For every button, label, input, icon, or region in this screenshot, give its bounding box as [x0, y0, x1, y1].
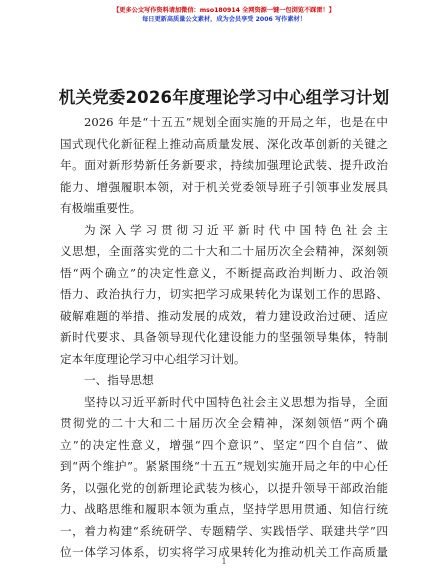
banner-line-2: 每日更新高质量公文素材，成为会员享受 2006 写作素材！ — [142, 16, 306, 23]
paragraph-line: 2026 年是“十五五”规划全面实施的开局之年，也是在中 — [84, 115, 388, 129]
paragraph-line: 一，着力构建“系统研学、专题精学、实践悟学、联建共学”四 — [60, 523, 388, 538]
paragraph-line: 坚持以习近平新时代中国特色社会主义思想为指导，全面 — [84, 394, 388, 409]
paragraph-line: 贯彻党的二十大和二十届历次全会精神，深刻领悟“两个确 — [60, 416, 388, 430]
paragraph-line: 到“两个维护”。紧紧围绕“十五五”规划实施开局之年的中心任 — [60, 459, 388, 473]
paragraph-line: 定本年度理论学习中心组学习计划。 — [60, 351, 246, 366]
section-heading: 一、指导思想 — [84, 373, 154, 387]
document-title: 机关党委2026年度理论学习中心组学习计划 — [58, 88, 390, 107]
paragraph-line: 义思想，全面落实党的二十大和二十届历次全会精神，深刻领 — [60, 244, 388, 258]
banner-line-1: 【更多公文写作资料请加微信：mso180914 全网资源一键一包浏览不踩雷！】 — [113, 7, 335, 14]
paragraph-line: 为深入学习贯彻习近平新时代中国特色社会主 — [84, 222, 388, 237]
paragraph-line: 年。面对新形势新任务新要求，持续加强理论武装、提升政治 — [60, 158, 388, 172]
promo-banner — [0, 6, 448, 24]
paragraph-line: 国式现代化新征程上推动高质量发展、深化改革创新的关键之 — [60, 136, 388, 151]
document-body — [60, 112, 388, 564]
paragraph-line: 力、战略思维和履职本领为重点，坚持学思用贯通、知信行统 — [60, 502, 388, 516]
paragraph-line: 悟“两个确立”的决定性意义，不断提高政治判断力、政治领 — [60, 265, 388, 280]
page-number: 1 — [221, 557, 227, 566]
paragraph-line: 悟力、政治执行力，切实把学习成果转化为谋划工作的思路、 — [60, 287, 388, 301]
paragraph-line: 破解难题的举措、推动发展的成效，着力建设政治过硬、适应 — [60, 308, 388, 323]
paragraph-line: 能力、增强履职本领，对于机关党委领导班子引领事业发展具 — [60, 179, 388, 194]
paragraph-line: 立”的决定性意义，增强“四个意识”、坚定“四个自信”、做 — [60, 437, 388, 452]
paragraph-line: 位一体学习体系，切实将学习成果转化为推动机关工作高质量 — [60, 545, 388, 559]
paragraph-line: 务，以强化党的创新理论武装为核心，以提升领导干部政治能 — [60, 480, 388, 495]
paragraph-line: 新时代要求、具备领导现代化建设能力的坚强领导集体，特制 — [60, 330, 388, 344]
paragraph-line: 有极端重要性。 — [60, 201, 142, 215]
